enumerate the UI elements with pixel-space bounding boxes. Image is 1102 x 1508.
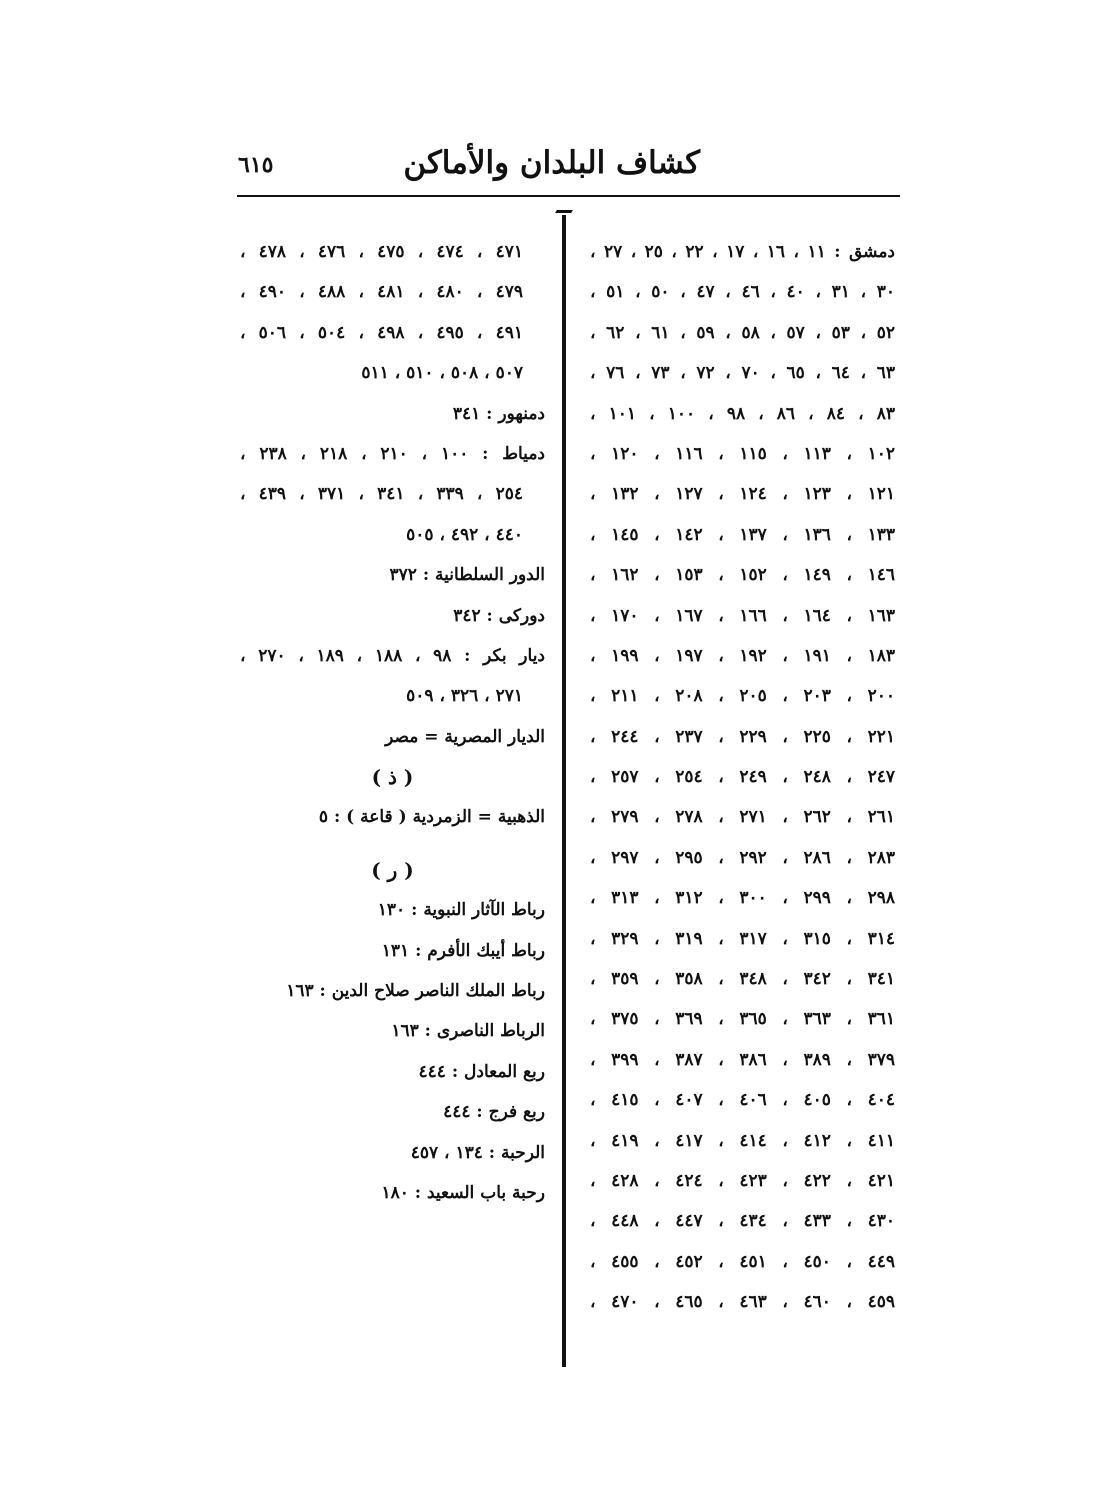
index-line: ٦٣ ، ٦٤ ، ٦٥ ، ٧٠ ، ٧٢ ، ٧٣ ، ٧٦ ،	[590, 363, 895, 384]
index-line: الديار المصرية = مصر	[385, 726, 545, 747]
index-line: ٣٦١ ، ٣٦٣ ، ٣٦٥ ، ٣٦٩ ، ٣٧٥ ،	[590, 1009, 896, 1030]
index-line: الرباط الناصرى : ١٦٣	[391, 1021, 545, 1042]
index-line: ٢٠٠ ، ٢٠٣ ، ٢٠٥ ، ٢٠٨ ، ٢١١ ،	[590, 686, 896, 707]
index-line: ٤٢١ ، ٤٢٢ ، ٤٢٣ ، ٤٢٤ ، ٤٢٨ ،	[590, 1170, 896, 1191]
index-line: ٤١١ ، ٤١٢ ، ٤١٤ ، ٤١٧ ، ٤١٩ ،	[590, 1130, 896, 1151]
index-line: ٤٣٠ ، ٤٣٣ ، ٤٣٤ ، ٤٤٧ ، ٤٤٨ ،	[590, 1211, 896, 1232]
index-line: ٣١٤ ، ٣١٥ ، ٣١٧ ، ٣١٩ ، ٣٢٩ ،	[590, 928, 896, 949]
index-line: ١٨٣ ، ١٩١ ، ١٩٢ ، ١٩٧ ، ١٩٩ ،	[590, 645, 896, 666]
index-line: دمياط : ١٠٠ ، ٢١٠ ، ٢١٨ ، ٢٣٨ ،	[240, 443, 545, 464]
index-line: ٤٠٤ ، ٤٠٥ ، ٤٠٦ ، ٤٠٧ ، ٤١٥ ،	[590, 1090, 896, 1111]
index-line: ٤٧١ ، ٤٧٤ ، ٤٧٥ ، ٤٧٦ ، ٤٧٨ ،	[240, 242, 523, 262]
page-number: ٦١٥	[238, 152, 274, 178]
index-line: ربع فرج : ٤٤٤	[443, 1102, 545, 1123]
index-line: رباط الملك الناصر صلاح الدين : ١٦٣	[286, 981, 545, 1002]
index-line: ١٣٣ ، ١٣٦ ، ١٣٧ ، ١٤٢ ، ١٤٥ ،	[590, 524, 896, 545]
index-line: ٢٦١ ، ٢٦٢ ، ٢٧١ ، ٢٧٨ ، ٢٧٩ ،	[590, 807, 896, 828]
index-line: ربع المعادل : ٤٤٤	[418, 1061, 545, 1082]
index-line: رباط الآثار النبوية : ١٣٠	[377, 900, 545, 921]
letter-heading: ( ر )	[371, 857, 414, 882]
index-line: ٢٨٣ ، ٢٨٦ ، ٢٩٢ ، ٢٩٥ ، ٢٩٧ ،	[590, 847, 896, 868]
index-line: دمشق : ١١ ، ١٦ ، ١٧ ، ٢٢ ، ٢٥ ، ٢٧ ،	[590, 242, 895, 262]
index-column-right	[590, 232, 895, 1323]
index-line: ٢٧١ ، ٣٢٦ ، ٥٠٩	[406, 686, 523, 707]
index-line: ٢٤٧ ، ٢٤٨ ، ٢٤٩ ، ٢٥٤ ، ٢٥٧ ،	[590, 767, 896, 788]
column-divider-cap	[555, 210, 573, 213]
index-line: رحبة باب السعيد : ١٨٠	[381, 1182, 545, 1203]
index-line: ٢٩٨ ، ٢٩٩ ، ٣٠٠ ، ٣١٢ ، ٣١٣ ،	[590, 888, 896, 909]
index-line: ١٤٦ ، ١٤٩ ، ١٥٢ ، ١٥٣ ، ١٦٢ ،	[590, 565, 896, 586]
letter-heading: ( ذ )	[371, 765, 414, 790]
index-line: ٥٢ ، ٥٣ ، ٥٧ ، ٥٨ ، ٥٩ ، ٦١ ، ٦٢ ،	[590, 322, 895, 343]
index-line: ٥٠٧ ، ٥٠٨ ، ٥١٠ ، ٥١١	[361, 363, 523, 384]
index-line: ديار بكر : ٩٨ ، ١٨٨ ، ١٨٩ ، ٢٧٠ ،	[240, 645, 545, 666]
column-divider	[562, 215, 566, 1367]
index-line: ٣٠ ، ٣١ ، ٤٠ ، ٤٦ ، ٤٧ ، ٥٠ ، ٥١ ،	[590, 282, 895, 303]
running-header-title: كشاف البلدان والأماكن	[403, 145, 700, 181]
index-line: دمنهور : ٣٤١	[452, 403, 545, 424]
index-line: ٨٣ ، ٨٤ ، ٨٦ ، ٩٨ ، ١٠٠ ، ١٠١ ،	[590, 403, 895, 424]
index-line: ٣٧٩ ، ٣٨٩ ، ٣٨٦ ، ٣٨٧ ، ٣٩٩ ،	[590, 1049, 896, 1070]
index-line: ٢٥٤ ، ٣٣٩ ، ٣٤١ ، ٣٧١ ، ٤٣٩ ،	[240, 484, 523, 505]
index-line: دوركى : ٣٤٢	[453, 605, 545, 626]
index-line: ١٦٣ ، ١٦٤ ، ١٦٦ ، ١٦٧ ، ١٧٠ ،	[590, 605, 896, 626]
index-line: ٤٥٩ ، ٤٦٠ ، ٤٦٣ ، ٤٦٥ ، ٤٧٠ ،	[590, 1292, 896, 1313]
index-line: ١٠٢ ، ١١٣ ، ١١٥ ، ١١٦ ، ١٢٠ ،	[590, 443, 896, 464]
index-line: ١٢١ ، ١٢٣ ، ١٢٤ ، ١٢٧ ، ١٣٢ ،	[590, 484, 896, 505]
index-line: ٢٢١ ، ٢٢٥ ، ٢٢٩ ، ٢٣٧ ، ٢٤٤ ،	[590, 726, 896, 747]
index-line: ٤٤٩ ، ٤٥٠ ، ٤٥١ ، ٤٥٢ ، ٤٥٥ ،	[590, 1251, 896, 1272]
header-rule	[237, 195, 900, 197]
index-column-left	[240, 232, 545, 1213]
index-line: الذهبية = الزمردية ( قاعة ) : ٥	[318, 807, 545, 828]
index-line: ٤٤٠ ، ٤٩٢ ، ٥٠٥	[406, 524, 523, 545]
index-line: رباط أيبك الأفرم : ١٣١	[381, 940, 545, 961]
index-line: ٤٩١ ، ٤٩٥ ، ٤٩٨ ، ٥٠٤ ، ٥٠٦ ،	[240, 322, 523, 343]
index-line: الدور السلطانية : ٣٧٢	[389, 565, 545, 586]
index-line: الرحبة : ١٣٤ ، ٤٥٧	[410, 1142, 545, 1163]
index-line: ٣٤١ ، ٣٤٢ ، ٣٤٨ ، ٣٥٨ ، ٣٥٩ ،	[590, 969, 896, 990]
index-line: ٤٧٩ ، ٤٨٠ ، ٤٨١ ، ٤٨٨ ، ٤٩٠ ،	[240, 282, 523, 303]
